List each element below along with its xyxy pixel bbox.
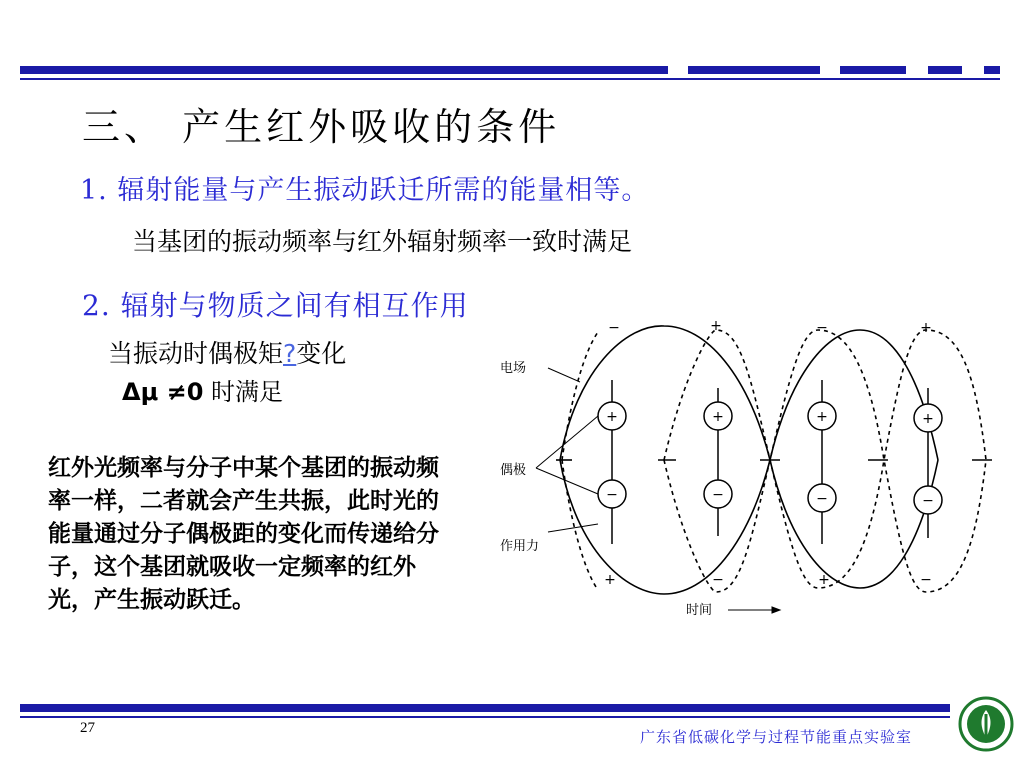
dipole-field-figure [480,318,1000,628]
question-link[interactable]: ? [283,339,297,368]
field-curve-mirror-solid [560,330,938,594]
condition-1: 1. 辐射能量与产生振动跃迁所需的能量相等。 [80,175,650,206]
page-number: 27 [80,720,95,736]
dipole-1-minus-sign: − [606,487,618,503]
condition-2-detail-post: 变化 [296,339,347,368]
condition-2-detail [108,334,346,370]
bottom-sign-3: + [818,572,830,588]
dipole-condition [122,372,283,407]
field-curve-solid [560,326,938,588]
dipole-4-minus-sign: − [922,493,934,509]
slide-title: 三、 产生红外吸收的条件 [82,105,561,149]
bottom-sign-4: − [920,572,932,588]
explanation-paragraph: 红外光频率与分子中某个基团的振动频率一样，二者就会产生共振，此时光的能量通过分子偶极距的变化而传递给分子，这个基团就吸收一定频率的红外光，产生振动跃迁。 [48,455,439,613]
condition-1-detail: 当基团的振动频率与红外辐射频率一致时满足 [132,227,633,256]
top-sign-4: + [920,320,932,336]
label-time: 时间 [686,603,713,618]
lab-logo-icon [958,696,1014,752]
condition-2: 2. 辐射与物质之间有相互作用 [82,289,469,322]
dipole-2-minus-sign: − [712,487,724,503]
dipole-2-plus-sign: + [712,409,724,425]
dipole-1-plus-sign: + [606,409,618,425]
footer-lab-name: 广东省低碳化学与过程节能重点实验室 [640,728,913,746]
top-sign-3: − [816,320,828,336]
label-electric-field: 电场 [500,361,527,376]
bottom-sign-1: + [604,572,616,588]
dipole-4-plus-sign: + [922,411,934,427]
label-dipole: 偶极 [500,463,527,478]
bottom-sign-2: − [712,572,724,588]
dipole-change-formula: Δμ ≠0 [122,378,204,406]
label-force: 作用力 [500,539,540,554]
dipole-3-plus-sign: + [816,409,828,425]
top-sign-2: + [710,318,722,334]
dipole-3-minus-sign: − [816,491,828,507]
condition-2-detail-pre: 当振动时偶极矩 [108,339,284,368]
top-sign-1: − [608,320,620,336]
dipole-condition-tail: 时满足 [203,378,284,406]
